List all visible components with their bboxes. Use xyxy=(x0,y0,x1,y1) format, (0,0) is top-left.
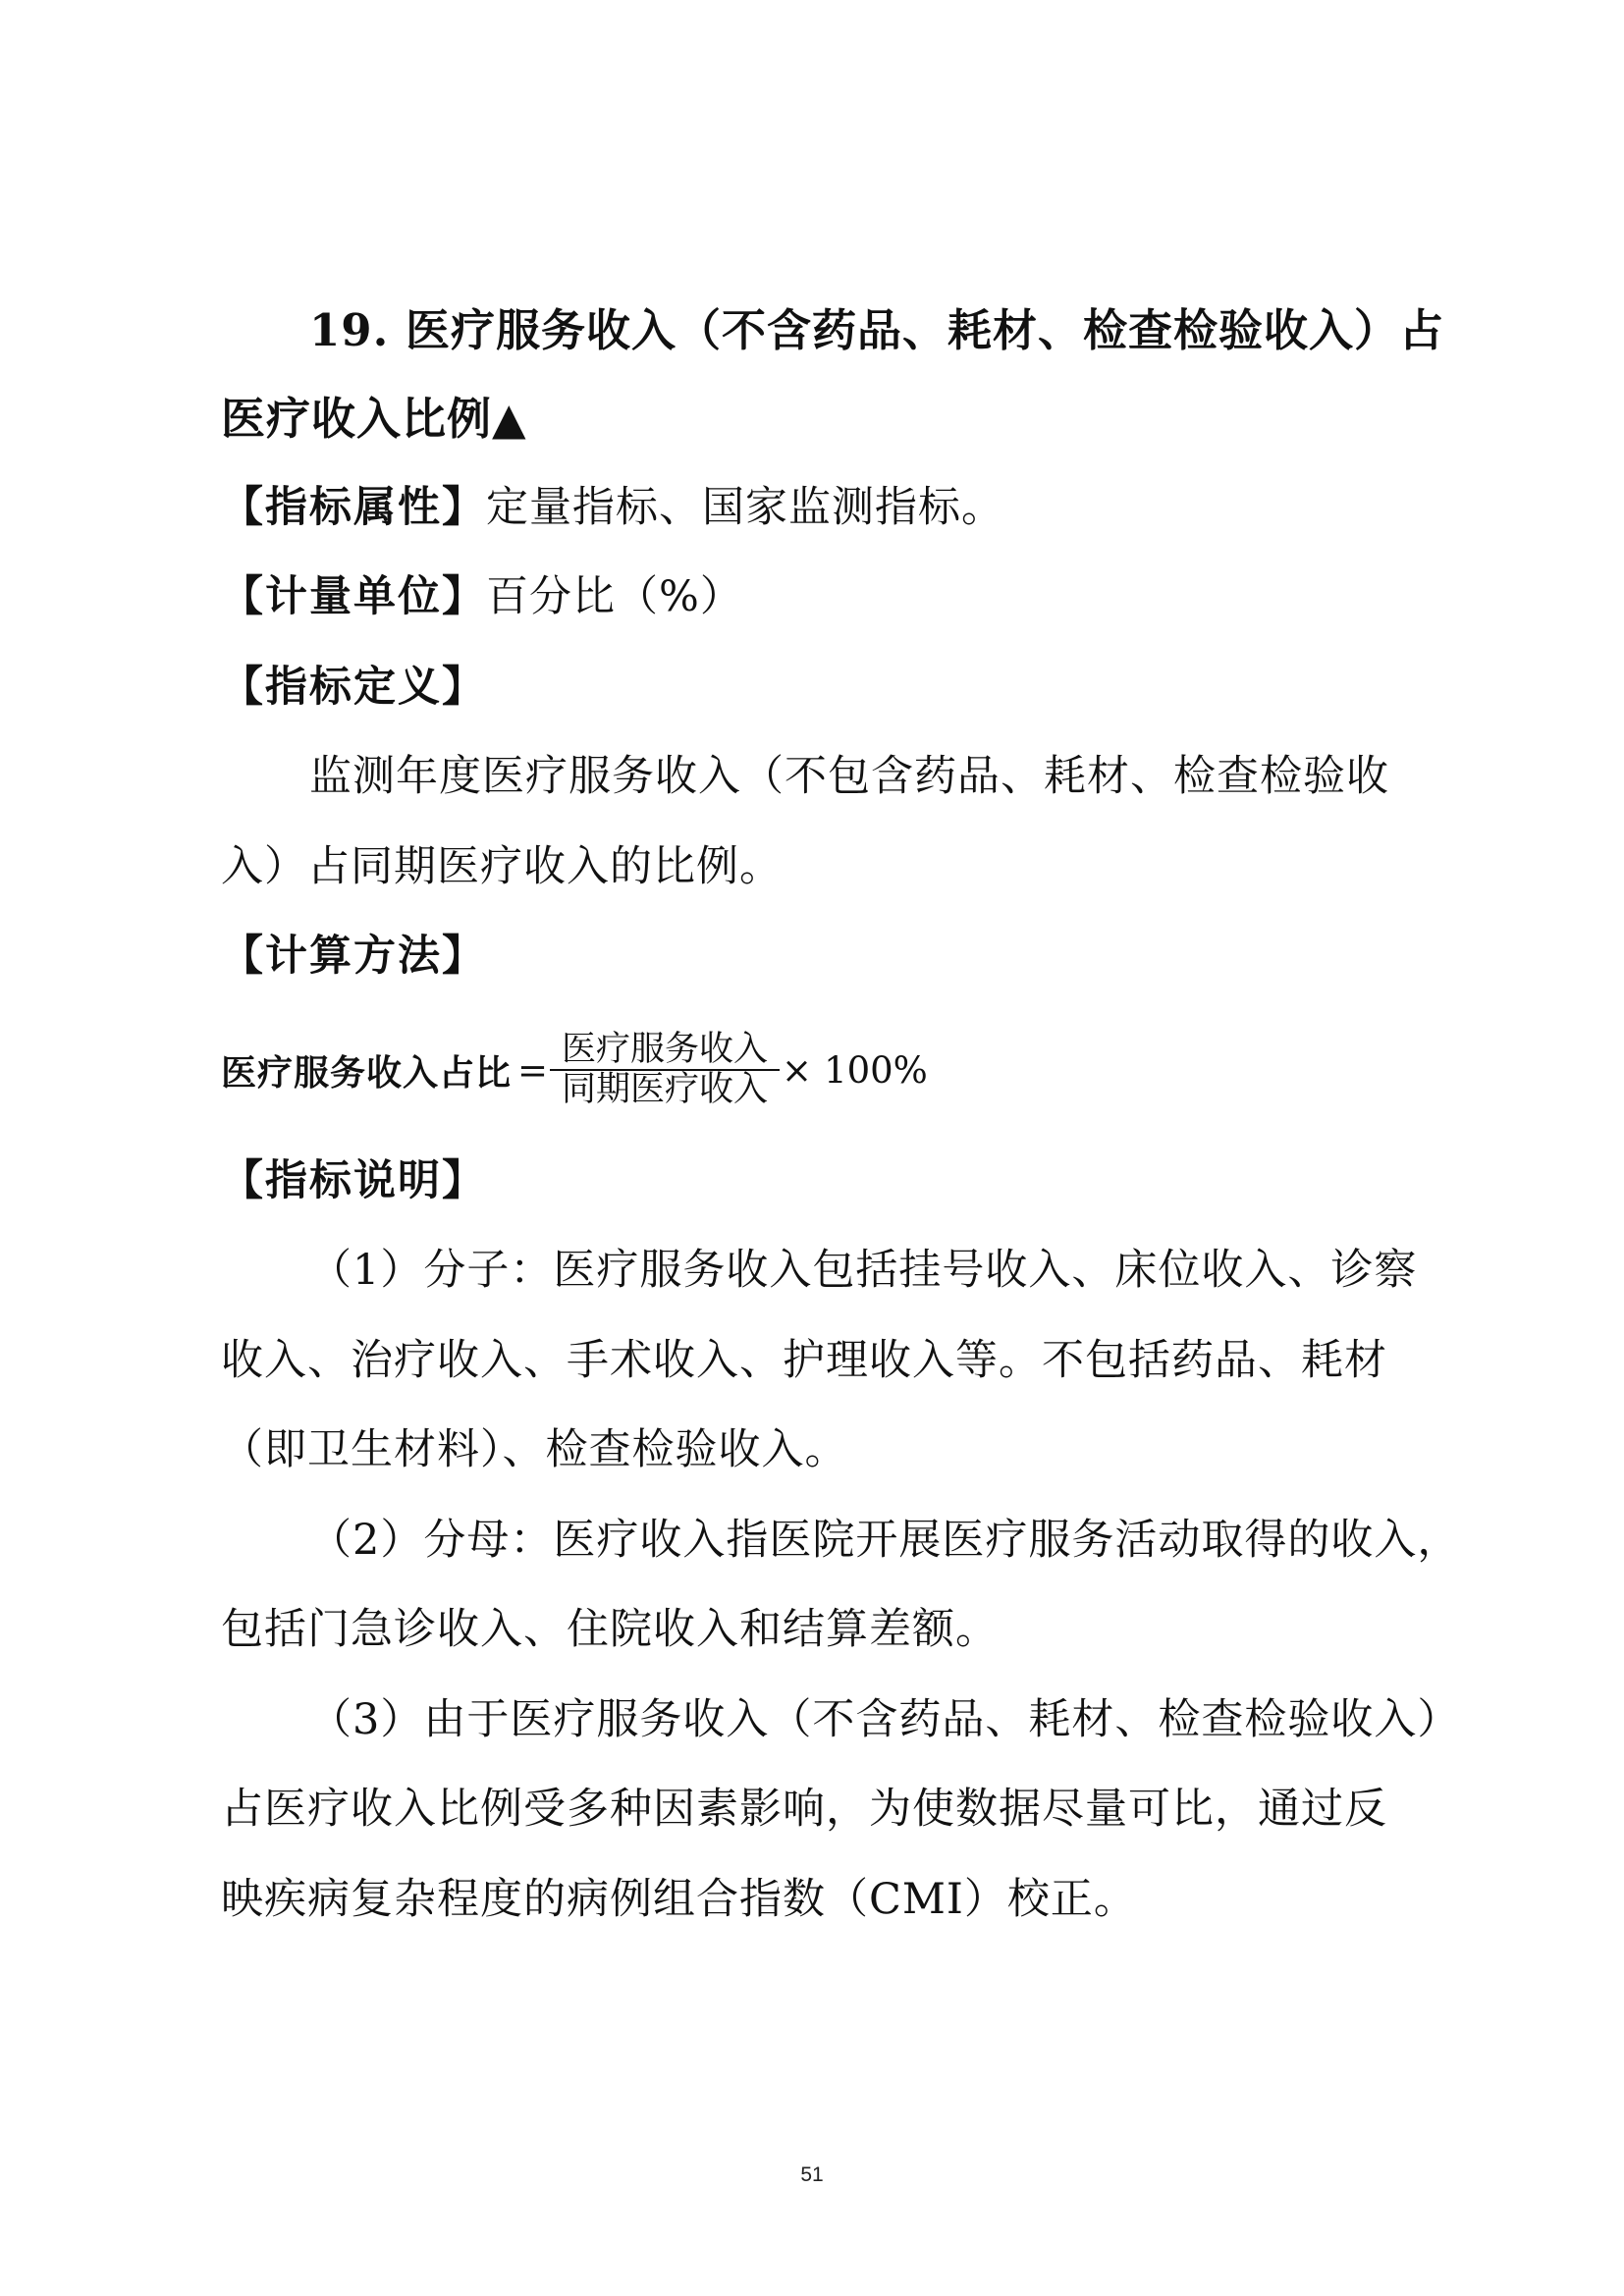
notes-p1-line-1: （1）分子：医疗服务收入包括挂号收入、床位收入、诊察 xyxy=(309,1246,1418,1295)
page-number: 51 xyxy=(800,2163,824,2186)
notes-p1-line-3: （即卫生材料）、检查检验收入。 xyxy=(221,1425,848,1474)
section-title-line-1: 19. 医疗服务收入（不含药品、耗材、检查检验收入）占 xyxy=(309,304,1444,356)
notes-p2-line-1: （2）分母：医疗收入指医院开展医疗服务活动取得的收入， xyxy=(309,1516,1461,1565)
formula-times: × xyxy=(782,1048,813,1092)
definition-line-2: 入）占同期医疗收入的比例。 xyxy=(221,842,783,891)
field-attribute xyxy=(221,483,1438,534)
unit-label: 【计量单位】 xyxy=(221,572,486,621)
formula-equals: = xyxy=(517,1048,549,1092)
attribute-label: 【指标属性】 xyxy=(221,483,486,532)
attribute-value: 定量指标、国家监测指标。 xyxy=(486,483,1004,532)
definition-line-1: 监测年度医疗服务收入（不包含药品、耗材、检查检验收 xyxy=(309,752,1389,801)
notes-p1-line-2: 收入、治疗收入、手术收入、护理收入等。不包括药品、耗材 xyxy=(221,1336,1387,1385)
formula-left-side: 医疗服务收入占比 xyxy=(221,1051,513,1094)
notes-p3-line-2: 占医疗收入比例受多种因素影响，为使数据尽量可比，通过反 xyxy=(221,1785,1387,1834)
unit-value: 百分比（%） xyxy=(486,572,743,621)
formula-multiplier: 100% xyxy=(824,1048,928,1092)
notes-p3-line-3: 映疾病复杂程度的病例组合指数（CMI）校正。 xyxy=(221,1875,1137,1924)
notes-p3-line-1: （3）由于医疗服务收入（不含药品、耗材、检查检验收入） xyxy=(309,1695,1461,1744)
calculation-heading: 【计算方法】 xyxy=(221,932,486,981)
formula-denominator: 同期医疗收入 xyxy=(562,1070,769,1109)
notes-p2-line-2: 包括门急诊收入、住院收入和结算差额。 xyxy=(221,1605,999,1654)
definition-heading: 【指标定义】 xyxy=(221,663,486,712)
formula-fraction xyxy=(556,1031,774,1109)
section-title-line-2: 医疗收入比例▲ xyxy=(221,393,527,445)
notes-heading: 【指标说明】 xyxy=(221,1156,486,1205)
field-unit xyxy=(221,572,1438,623)
calculation-formula xyxy=(221,1001,934,1139)
formula-numerator: 医疗服务收入 xyxy=(562,1029,769,1069)
